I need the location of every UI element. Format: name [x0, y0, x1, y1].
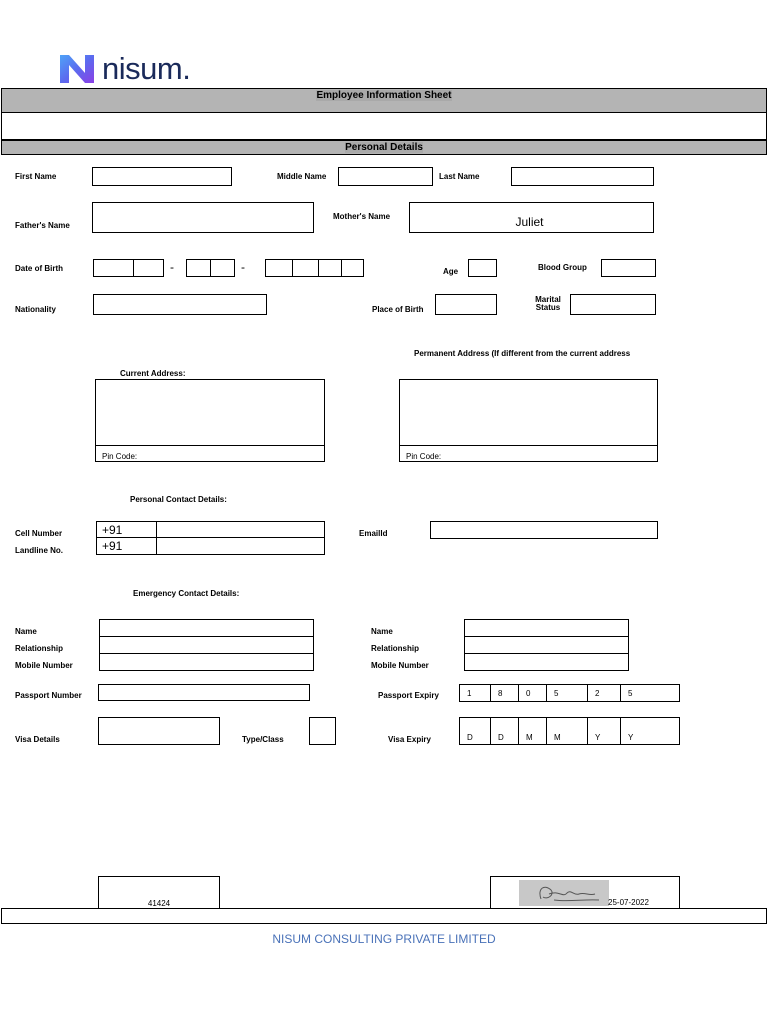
- emergency-relationship-label-1: Relationship: [15, 644, 64, 653]
- signature-scribble-icon: [519, 880, 609, 906]
- place-of-birth-field[interactable]: [435, 294, 497, 315]
- marital-status-field[interactable]: [570, 294, 656, 315]
- emergency-mobile-label-2: Mobile Number: [371, 661, 429, 670]
- signature-date: 25-07-2022: [608, 898, 649, 907]
- dob-month-cells[interactable]: [186, 259, 235, 277]
- nisum-logo-icon: [60, 55, 94, 83]
- cell-number-field[interactable]: [96, 521, 325, 538]
- bottom-divider: [1, 908, 767, 924]
- middle-name-label: Middle Name: [277, 172, 327, 181]
- cell-prefix: +91: [97, 522, 157, 537]
- visa-expiry-placeholder: M: [519, 718, 547, 744]
- title-band: [1, 88, 767, 113]
- age-label: Age: [443, 267, 459, 276]
- fathers-name-label: Father's Name: [15, 221, 70, 230]
- footer-company: NISUM CONSULTING PRIVATE LIMITED: [272, 932, 496, 946]
- passport-expiry-digit: 1: [460, 685, 491, 701]
- blood-group-field[interactable]: [601, 259, 656, 277]
- type-class-label: Type/Class: [242, 735, 284, 744]
- fathers-name-field[interactable]: [92, 202, 314, 233]
- nationality-label: Nationality: [15, 305, 56, 314]
- permanent-address-field[interactable]: [399, 379, 658, 446]
- emergency-relationship-label-2: Relationship: [371, 644, 420, 653]
- passport-expiry-digit: 0: [519, 685, 547, 701]
- visa-expiry-placeholder: M: [547, 718, 588, 744]
- permanent-pin-code-field[interactable]: [399, 445, 658, 462]
- company-logo: [60, 53, 190, 85]
- dob-separator-2: -: [241, 260, 245, 274]
- landline-field[interactable]: [96, 537, 325, 555]
- middle-name-field[interactable]: [338, 167, 433, 186]
- blood-group-label: Blood Group: [538, 263, 587, 272]
- landline-label: Landline No.: [15, 546, 63, 555]
- landline-prefix: +91: [97, 538, 157, 554]
- current-pin-code-field[interactable]: [95, 445, 325, 462]
- visa-expiry-cells[interactable]: [459, 717, 680, 745]
- emergency-contact-heading: Emergency Contact Details:: [133, 589, 240, 598]
- visa-expiry-placeholder: D: [460, 718, 491, 744]
- visa-expiry-placeholder: Y: [628, 733, 634, 742]
- passport-expiry-cells[interactable]: [459, 684, 680, 702]
- title-spacer: [1, 112, 767, 140]
- emergency-relationship-field-1[interactable]: [99, 636, 314, 654]
- last-name-field[interactable]: [511, 167, 654, 186]
- visa-details-field[interactable]: [98, 717, 220, 745]
- emergency-mobile-label-1: Mobile Number: [15, 661, 73, 670]
- current-pin-code-label: Pin Code:: [102, 452, 138, 461]
- email-label: EmailId: [359, 529, 388, 538]
- current-address-field[interactable]: [95, 379, 325, 446]
- last-name-label: Last Name: [439, 172, 480, 181]
- employee-id-value: 41424: [147, 899, 171, 908]
- first-name-label: First Name: [15, 172, 57, 181]
- visa-details-label: Visa Details: [15, 735, 60, 744]
- logo-text: nisum.: [102, 51, 191, 86]
- type-class-field[interactable]: [309, 717, 336, 745]
- current-address-label: Current Address:: [120, 369, 186, 378]
- signature-image: [519, 880, 609, 906]
- dob-separator: -: [170, 260, 174, 274]
- passport-number-label: Passport Number: [15, 691, 82, 700]
- visa-expiry-placeholder: D: [491, 718, 519, 744]
- permanent-address-label: Permanent Address (If different from the current address: [414, 349, 631, 358]
- passport-expiry-label: Passport Expiry: [378, 691, 439, 700]
- cell-number-label: Cell Number: [15, 529, 63, 538]
- nationality-field[interactable]: [93, 294, 267, 315]
- personal-contact-heading: Personal Contact Details:: [130, 495, 227, 504]
- emergency-name-field-1[interactable]: [99, 619, 314, 637]
- age-field[interactable]: [468, 259, 497, 277]
- emergency-relationship-field-2[interactable]: [464, 636, 629, 654]
- passport-expiry-digit: 8: [491, 685, 519, 701]
- passport-number-field[interactable]: [98, 684, 310, 701]
- dob-day-cells[interactable]: [93, 259, 164, 277]
- place-of-birth-label: Place of Birth: [372, 305, 424, 314]
- emergency-name-label-2: Name: [371, 627, 393, 636]
- signature-box: [490, 876, 680, 909]
- emergency-name-field-2[interactable]: [464, 619, 629, 637]
- mothers-name-label: Mother's Name: [333, 212, 391, 221]
- permanent-pin-code-label: Pin Code:: [406, 452, 442, 461]
- passport-expiry-digit: 5: [628, 688, 633, 698]
- emergency-mobile-field-1[interactable]: [99, 653, 314, 671]
- employee-id-box: [98, 876, 220, 909]
- sheet-title: Employee Information Sheet: [316, 90, 452, 101]
- emergency-name-label-1: Name: [15, 627, 37, 636]
- dob-year-cells[interactable]: [265, 259, 364, 277]
- emergency-mobile-field-2[interactable]: [464, 653, 629, 671]
- visa-expiry-placeholder: Y: [588, 718, 621, 744]
- visa-expiry-label: Visa Expiry: [388, 735, 431, 744]
- section-title: Personal Details: [345, 142, 423, 153]
- passport-expiry-digit: 5: [547, 685, 588, 701]
- mothers-name-field[interactable]: [409, 202, 654, 233]
- email-field[interactable]: [430, 521, 658, 539]
- mothers-name-value: Juliet: [515, 215, 544, 229]
- marital-status-label: Marital Status: [535, 295, 561, 312]
- dob-label: Date of Birth: [15, 264, 63, 273]
- passport-expiry-digit: 2: [588, 685, 621, 701]
- first-name-field[interactable]: [92, 167, 232, 186]
- section-band: [1, 140, 767, 155]
